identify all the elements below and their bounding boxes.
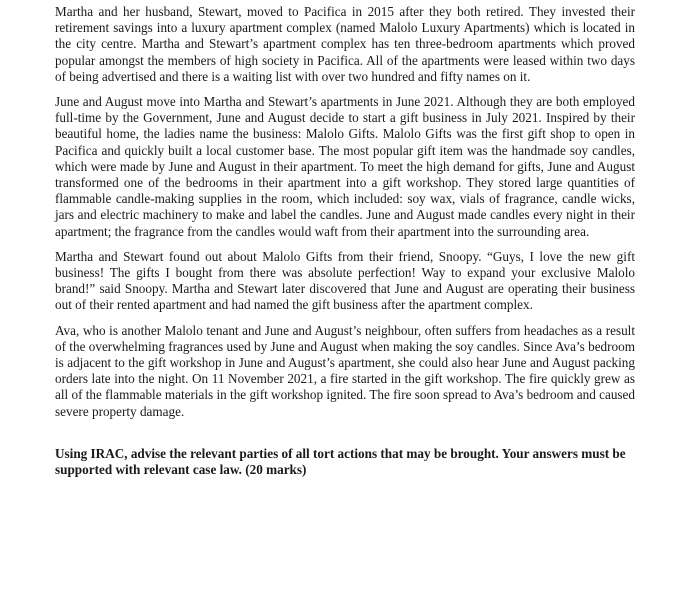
paragraph-3: Martha and Stewart found out about Malolo Gifts from their friend, Snoopy. “Guys, I love the new gift business! The gifts I bought from there was absolute perfection! Way to expand your exclusive Malolo brand!” said Snoopy. Martha and Stewart later discovered that June and August are operating their business out of their rented apartment and had named the gift business after the apartment complex.: [55, 248, 635, 313]
paragraph-1: Martha and her husband, Stewart, moved to Pacifica in 2015 after they both retired. They invested their retirement savings into a luxury apartment complex (named Malolo Luxury Apartments) which is located in the city centre. Martha and Stewart’s apartment complex has ten three-bedroom apartments which proved popular amongst the members of high society in Pacifica. All of the apartments were leased within two days of being advertised and there is a waiting list with over two hundred and fifty names on it.: [55, 4, 635, 84]
assignment-question: Using IRAC, advise the relevant parties of all tort actions that may be brought. Your answers must be supported with relevant case law. (20 marks): [55, 445, 626, 478]
paragraph-2: June and August move into Martha and Stewart’s apartments in June 2021. Although they are both employed full-time by the Government, June and August decide to start a gift business in July 2021. Inspired by their beautiful home, the ladies name the business: Malolo Gifts. Malolo Gifts was the first gift shop to open in Pacifica and quickly built a local customer base. The most popular gift item was the handmade soy candles, which were made by June and August in their apartment. To meet the high demand for gifts, June and August transformed one of the bedrooms in their apartment into a gift workshop. They stored large quantities of flammable candle-making supplies in the room, which included: soy wax, vials of fragrance, candle wicks, jars and electric machinery to make and label the candles. June and August made candles every night in their apartment; the fragrance from the candles would waft from their apartment into the surrounding area.: [55, 94, 635, 239]
paragraph-4: Ava, who is another Malolo tenant and June and August’s neighbour, often suffers from headaches as a result of the overwhelming fragrances used by June and August when making the soy candles. Since Ava’s bedroom is adjacent to the gift workshop in June and August’s apartment, she could also hear June and August packing orders late into the night. On 11 November 2021, a fire started in the gift workshop. The fire quickly grew as all of the flammable materials in the gift workshop ignited. The fire soon spread to Ava’s bedroom and caused severe property damage.: [55, 322, 635, 419]
document-page: [55, 4, 635, 478]
